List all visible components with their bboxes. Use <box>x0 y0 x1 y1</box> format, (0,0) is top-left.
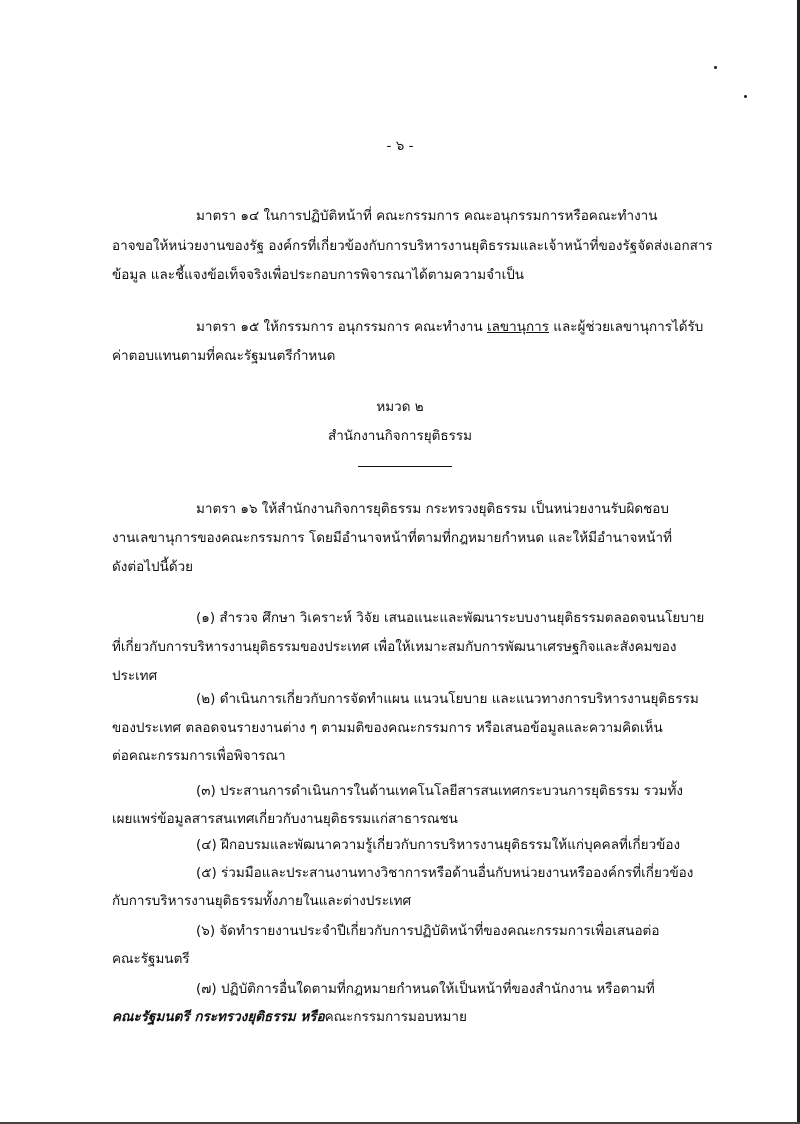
scan-speck <box>714 66 717 69</box>
section-14-line-1: มาตรา ๑๔ ในการปฏิบัติหน้าที่ คณะกรรมการ คณะอนุกรรมการหรือคณะทำงาน <box>196 208 658 224</box>
section-14-line-2: อาจขอให้หน่วยงานของรัฐ องค์กรที่เกี่ยวข้องกับการบริหารงานยุติธรรมและเจ้าหน้าที่ของรัฐจัดส่งเอกสาร <box>112 238 713 254</box>
item-1-line-1: (๑) สำรวจ ศึกษา วิเคราะห์ วิจัย เสนอแนะและพัฒนาระบบงานยุติธรรมตลอดจนนโยบาย <box>196 610 705 626</box>
item-1-line-2: ที่เกี่ยวกับการบริหารงานยุติธรรมของประเทศ เพื่อให้เหมาะสมกับการพัฒนาเศรษฐกิจและสังคมของ <box>112 639 677 655</box>
item-7-text: คณะกรรมการมอบหมาย <box>324 1009 467 1025</box>
item-6-line-1: (๖) จัดทำรายงานประจำปีเกี่ยวกับการปฏิบัติหน้าที่ของคณะกรรมการเพื่อเสนอต่อ <box>196 923 660 939</box>
item-7-line-2 <box>112 1008 467 1026</box>
item-1-line-3: ประเทศ <box>112 668 158 684</box>
section-15-text-a: มาตรา ๑๕ ให้กรรมการ อนุกรรมการ คณะทำงาน <box>196 319 483 335</box>
item-6-line-2: คณะรัฐมนตรี <box>112 951 190 967</box>
item-2-line-2: ของประเทศ ตลอดจนรายงานต่าง ๆ ตามมติของคณะกรรมการ หรือเสนอข้อมูลและความคิดเห็น <box>112 720 663 736</box>
item-5-line-1: (๕) ร่วมมือและประสานงานทางวิชาการหรือด้านอื่นกับหน่วยงานหรือองค์กรที่เกี่ยวข้อง <box>196 865 694 881</box>
section-15-text-b: และผู้ช่วยเลขานุการได้รับ <box>553 319 704 335</box>
section-15-line-2: ค่าตอบแทนตามที่คณะรัฐมนตรีกำหนด <box>112 348 336 364</box>
chapter-divider <box>358 466 452 467</box>
item-2-line-1: (๒) ดำเนินการเกี่ยวกับการจัดทำแผน แนวนโยบาย และแนวทางการบริหารงานยุติธรรม <box>196 691 699 707</box>
section-16-line-2: งานเลขานุการของคณะกรรมการ โดยมีอำนาจหน้าที่ตามที่กฎหมายกำหนด และให้มีอำนาจหน้าที่ <box>112 530 673 546</box>
section-16-line-3: ดังต่อไปนี้ด้วย <box>112 559 194 575</box>
section-16-line-1: มาตรา ๑๖ ให้สำนักงานกิจการยุติธรรม กระทรวงยุติธรรม เป็นหน่วยงานรับผิดชอบ <box>196 501 669 517</box>
chapter-title: หมวด ๒ <box>376 399 424 415</box>
section-15-line-1 <box>196 318 703 336</box>
section-15-underlined: เลขานุการ <box>487 319 549 335</box>
scan-speck <box>744 95 747 98</box>
item-2-line-3: ต่อคณะกรรมการเพื่อพิจารณา <box>112 748 286 764</box>
item-3-line-1: (๓) ประสานการดำเนินการในด้านเทคโนโลยีสารสนเทศกระบวนการยุติธรรม รวมทั้ง <box>196 783 683 799</box>
page-number: - ๖ - <box>386 138 414 154</box>
item-7-emphasis: คณะรัฐมนตรี กระทรวงยุติธรรม หรือ <box>112 1009 325 1025</box>
item-3-line-2: เผยแพร่ข้อมูลสารสนเทศเกี่ยวกับงานยุติธรรมแก่สาธารณชน <box>112 811 458 827</box>
chapter-subtitle: สำนักงานกิจการยุติธรรม <box>327 428 473 444</box>
section-14-line-3: ข้อมูล และชี้แจงข้อเท็จจริงเพื่อประกอบการพิจารณาได้ตามความจำเป็น <box>112 267 524 283</box>
item-5-line-2: กับการบริหารงานยุติธรรมทั้งภายในและต่างประเทศ <box>112 893 412 909</box>
item-7-line-1: (๗) ปฏิบัติการอื่นใดตามที่กฎหมายกำหนดให้เป็นหน้าที่ของสำนักงาน หรือตามที่ <box>196 981 655 997</box>
item-4-line-1: (๔) ฝึกอบรมและพัฒนาความรู้เกี่ยวกับการบริหารงานยุติธรรมให้แก่บุคคลที่เกี่ยวข้อง <box>196 837 681 853</box>
